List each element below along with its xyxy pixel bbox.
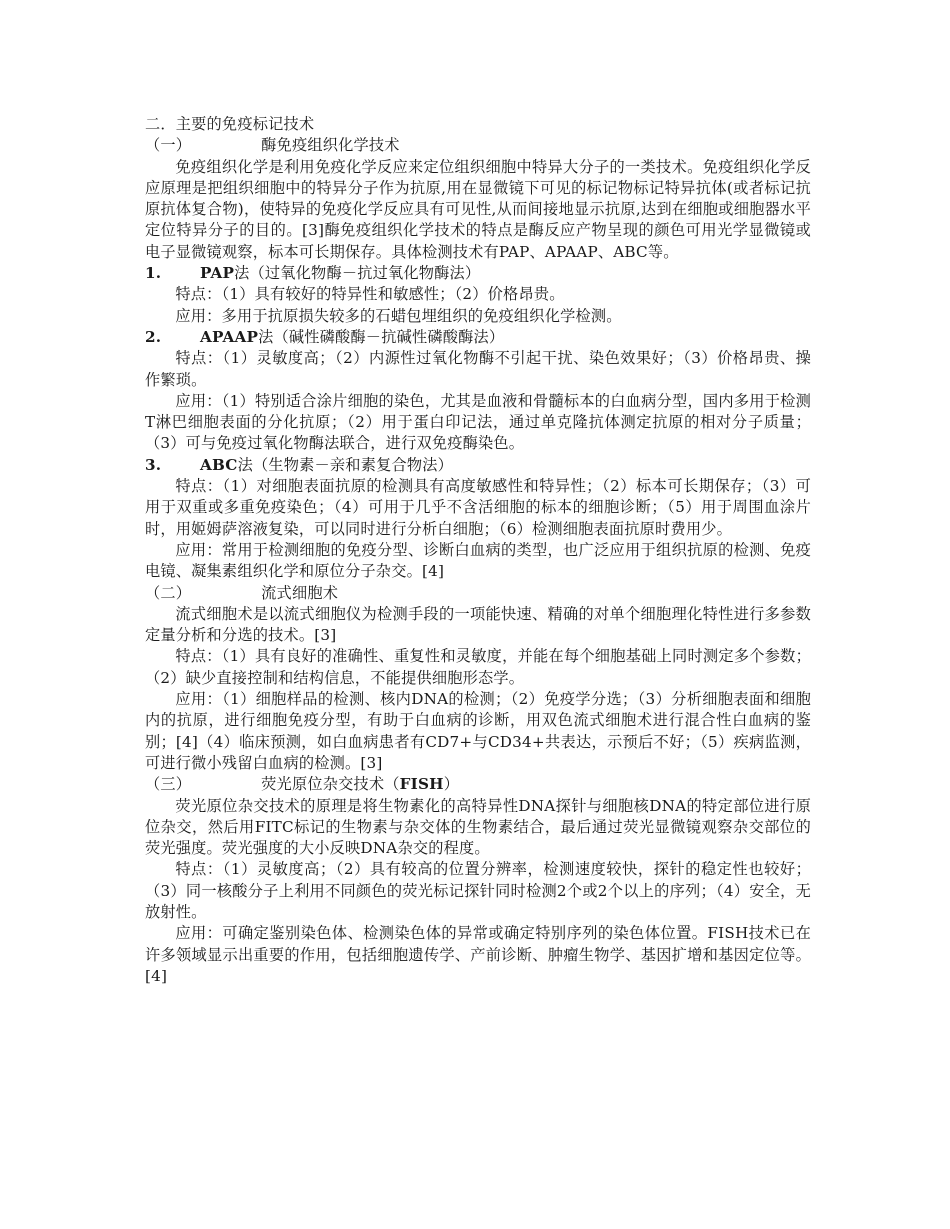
subsection-title-abbrev: FISH <box>399 775 444 794</box>
paragraph-abc-features: 特点：（1）对细胞表面抗原的检测具有高度敏感性和特异性；（2）标本可长期保存；（3）可用于双重或多重免疫染色；（4）可用于几乎不含活细胞的标本的细胞诊断；（5）用于周围血涂片时，用姬姆萨溶液复染，可以同时进行分析白细胞；（6）检测细胞表面抗原时费用少。 <box>145 477 811 538</box>
paragraph-apaap-applications: 应用：（1）特别适合涂片细胞的染色，尤其是血液和骨髓标本的白血病分型，国内多用于检测T淋巴细胞表面的分化抗原；（2）用于蛋白印记法，通过单克隆抗体测定抗原的相对分子质量；（3）可与免疫过氧化物酶法联合，进行双免疫酶染色。 <box>145 391 811 453</box>
method-name-suffix: 法（碱性磷酸酶－抗碱性磷酸酶法） <box>258 327 505 346</box>
method-name-suffix: 法（生物素－亲和素复合物法） <box>237 455 454 474</box>
subsection-heading-fish <box>145 774 811 795</box>
method-name: APAAP <box>200 327 259 346</box>
subsection-title: 酶免疫组织化学技术 <box>261 136 400 155</box>
paragraph-enzyme-ihc-intro: 免疫组织化学是利用免疫化学反应来定位组织细胞中特异大分子的一类技术。免疫组织化学反应原理是把组织细胞中的特异分子作为抗原,用在显微镜下可见的标记物标记特异抗体(或者标记抗原抗体复合物)，使特异的免疫化学反应具有可见性,从而间接地显示抗原,达到在细胞或细胞器水平定位特异分子的目的。[3]酶免疫组织化学技术的特点是酶反应产物呈现的颜色可用光学显微镜或电子显微镜观察，标本可长期保存。具体检测技术有PAP、APAAP、ABC等。 <box>145 157 811 261</box>
method-name: ABC <box>200 455 238 474</box>
method-name: PAP <box>200 264 235 283</box>
paragraph-fish-features: 特点：（1）灵敏度高；（2）具有较高的位置分辨率，检测速度较快，探针的稳定性也较好；（3）同一核酸分子上利用不同颜色的荧光标记探针同时检测2个或2个以上的序列；（4）安全，无放射性。 <box>145 860 811 921</box>
paragraph-flow-applications: 应用：（1）细胞样品的检测、核内DNA的检测；（2）免疫学分选；（3）分析细胞表面和细胞内的抗原，进行细胞免疫分型，有助于白血病的诊断，用双色流式细胞术进行混合性白血病的鉴别；[4]（4）临床预测，如白血病患者有CD7+与CD34+共表达，示预后不好；（5）疾病监测，可进行微小残留白血病的检测。[3] <box>145 690 811 772</box>
method-number: 3. <box>145 455 162 474</box>
paragraph-apaap-features: 特点：（1）灵敏度高；（2）内源性过氧化物酶不引起干扰、染色效果好；（3）价格昂贵、操作繁琐。 <box>145 349 811 389</box>
method-name-suffix: 法（过氧化物酶－抗过氧化物酶法） <box>234 264 481 283</box>
document-page <box>145 114 811 987</box>
subsection-marker: （二） <box>145 583 192 602</box>
paragraph-flow-intro: 流式细胞术是以流式细胞仪为检测手段的一项能快速、精确的对单个细胞理化特性进行多参数定量分析和分选的技术。[3] <box>145 604 811 645</box>
subsection-title-end: ） <box>443 775 460 794</box>
subsection-marker: （三） <box>145 775 192 794</box>
method-heading-abc <box>145 455 811 476</box>
subsection-title: 荧光原位杂交技术（ <box>261 775 400 794</box>
paragraph-fish-applications: 应用：可确定鉴别染色体、检测染色体的异常或确定特别序列的染色体位置。FISH技术已在许多领域显示出重要的作用，包括细胞遗传学、产前诊断、肿瘤生物学、基因扩增和基因定位等。[4] <box>145 924 811 985</box>
paragraph-fish-intro: 荧光原位杂交技术的原理是将生物素化的高特异性DNA探针与细胞核DNA的特定部位进行原位杂交，然后用FITC标记的生物素与杂交体的生物素结合，最后通过荧光显微镜观察杂交部位的荧光强度。荧光强度的大小反映DNA杂交的程度。 <box>145 796 811 858</box>
subsection-heading-enzyme-ihc <box>145 135 811 156</box>
subsection-heading-flow-cytometry <box>145 583 811 604</box>
section-title: 二．主要的免疫标记技术 <box>145 115 315 133</box>
paragraph-flow-features: 特点：（1）具有良好的准确性、重复性和灵敏度，并能在每个细胞基础上同时测定多个参数；（2）缺少直接控制和结构信息，不能提供细胞形态学。 <box>145 647 811 687</box>
method-heading-apaap <box>145 327 811 348</box>
subsection-marker: （一） <box>145 136 192 155</box>
method-number: 1. <box>145 264 162 283</box>
method-heading-pap <box>145 263 811 284</box>
method-number: 2. <box>145 327 162 346</box>
paragraph-abc-applications: 应用：常用于检测细胞的免疫分型、诊断白血病的类型，也广泛应用于组织抗原的检测、免疫电镜、凝集素组织化学和原位分子杂交。[4] <box>145 540 811 581</box>
subsection-title: 流式细胞术 <box>261 583 339 602</box>
paragraph-pap-features: 特点：（1）具有较好的特异性和敏感性；（2）价格昂贵。 <box>175 285 565 304</box>
paragraph-pap-applications: 应用：多用于抗原损失较多的石蜡包埋组织的免疫组织化学检测。 <box>175 306 622 325</box>
